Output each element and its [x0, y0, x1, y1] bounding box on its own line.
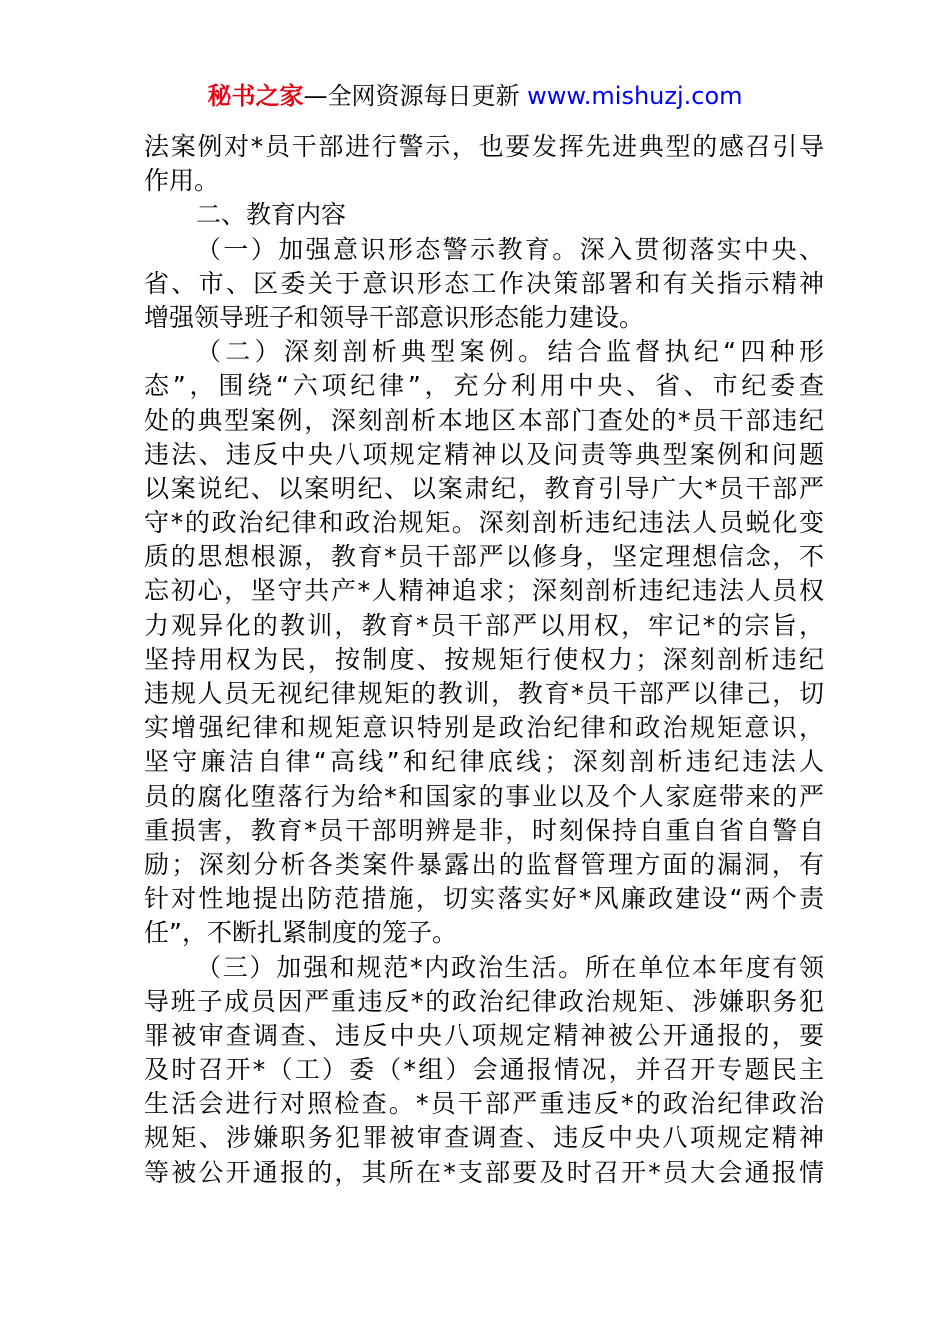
text-line: （一）加强意识形态警示教育。深入贯彻落实中央、: [196, 234, 824, 264]
text-line: 任”，不断扎紧制度的笼子。: [144, 918, 457, 948]
text-line: 守*的政治纪律和政治规矩。深刻剖析违纪违法人员蜕化变: [144, 508, 824, 538]
site-url-link[interactable]: www.mishuzj.com: [527, 82, 743, 110]
text-line: 坚守廉洁自律“高线”和纪律底线；深刻剖析违纪违法人: [144, 747, 824, 777]
text-line: 违规人员无视纪律规矩的教训，教育*员干部严以律己，切: [144, 679, 824, 708]
text-line: （二）深刻剖析典型案例。结合监督执纪“四种形: [196, 337, 824, 367]
text-line: 忘初心，坚守共产*人精神追求；深刻剖析违纪违法人员权: [144, 576, 824, 606]
text-line: 励；深刻分析各类案件暴露出的监督管理方面的漏洞，有: [144, 849, 824, 879]
site-tagline: —全网资源每日更新: [303, 82, 520, 110]
text-line: 规矩、涉嫌职务犯罪被审查调查、违反中央八项规定精神: [144, 1123, 824, 1153]
text-line: 增强领导班子和领导干部意识形态能力建设。: [144, 302, 645, 332]
text-line: 坚持用权为民，按制度、按规矩行使权力；深刻剖析违纪: [144, 644, 824, 674]
site-brand: 秘书之家: [207, 82, 304, 110]
text-line: 态”，围绕“六项纪律”，充分利用中央、省、市纪委查: [144, 371, 824, 401]
text-line: 针对性地提出防范措施，切实落实好*风廉政建设“两个责: [144, 884, 824, 914]
text-line: 力观异化的教训，教育*员干部严以用权，牢记*的宗旨，: [144, 610, 824, 640]
document-body: [144, 130, 824, 1190]
text-line: 重损害，教育*员干部明辨是非，时刻保持自重自省自警自: [144, 815, 824, 845]
text-line: 实增强纪律和规矩意识特别是政治纪律和政治规矩意识，: [144, 713, 824, 743]
text-line: 法案例对*员干部进行警示，也要发挥先进典型的感召引导: [144, 132, 824, 161]
text-line: 省、市、区委关于意识形态工作决策部署和有关指示精神: [144, 268, 824, 298]
text-line: （三）加强和规范*内政治生活。所在单位本年度有领: [196, 952, 824, 982]
text-line: 生活会进行对照检查。*员干部严重违反*的政治纪律政治: [144, 1089, 824, 1119]
text-line: 员的腐化堕落行为给*和国家的事业以及个人家庭带来的严: [144, 781, 824, 811]
text-line: 等被公开通报的，其所在*支部要及时召开*员大会通报情: [144, 1157, 824, 1187]
text-line: 作用。: [144, 166, 220, 196]
text-line: 质的思想根源，教育*员干部严以修身，坚定理想信念，不: [144, 542, 824, 572]
text-line: 违法、违反中央八项规定精神以及问责等典型案例和问题: [144, 439, 824, 469]
text-line: 处的典型案例，深刻剖析本地区本部门查处的*员干部违纪: [144, 405, 824, 435]
text-line: 二、教育内容: [196, 200, 347, 230]
text-line: 及时召开*（工）委（*组）会通报情况，并召开专题民主: [144, 1055, 824, 1085]
text-line: 以案说纪、以案明纪、以案肃纪，教育引导广大*员干部严: [144, 473, 824, 503]
text-line: 罪被审查调查、违反中央八项规定精神被公开通报的，要: [144, 1020, 824, 1050]
text-line: 导班子成员因严重违反*的政治纪律政治规矩、涉嫌职务犯: [144, 986, 824, 1016]
site-header: [0, 78, 950, 114]
